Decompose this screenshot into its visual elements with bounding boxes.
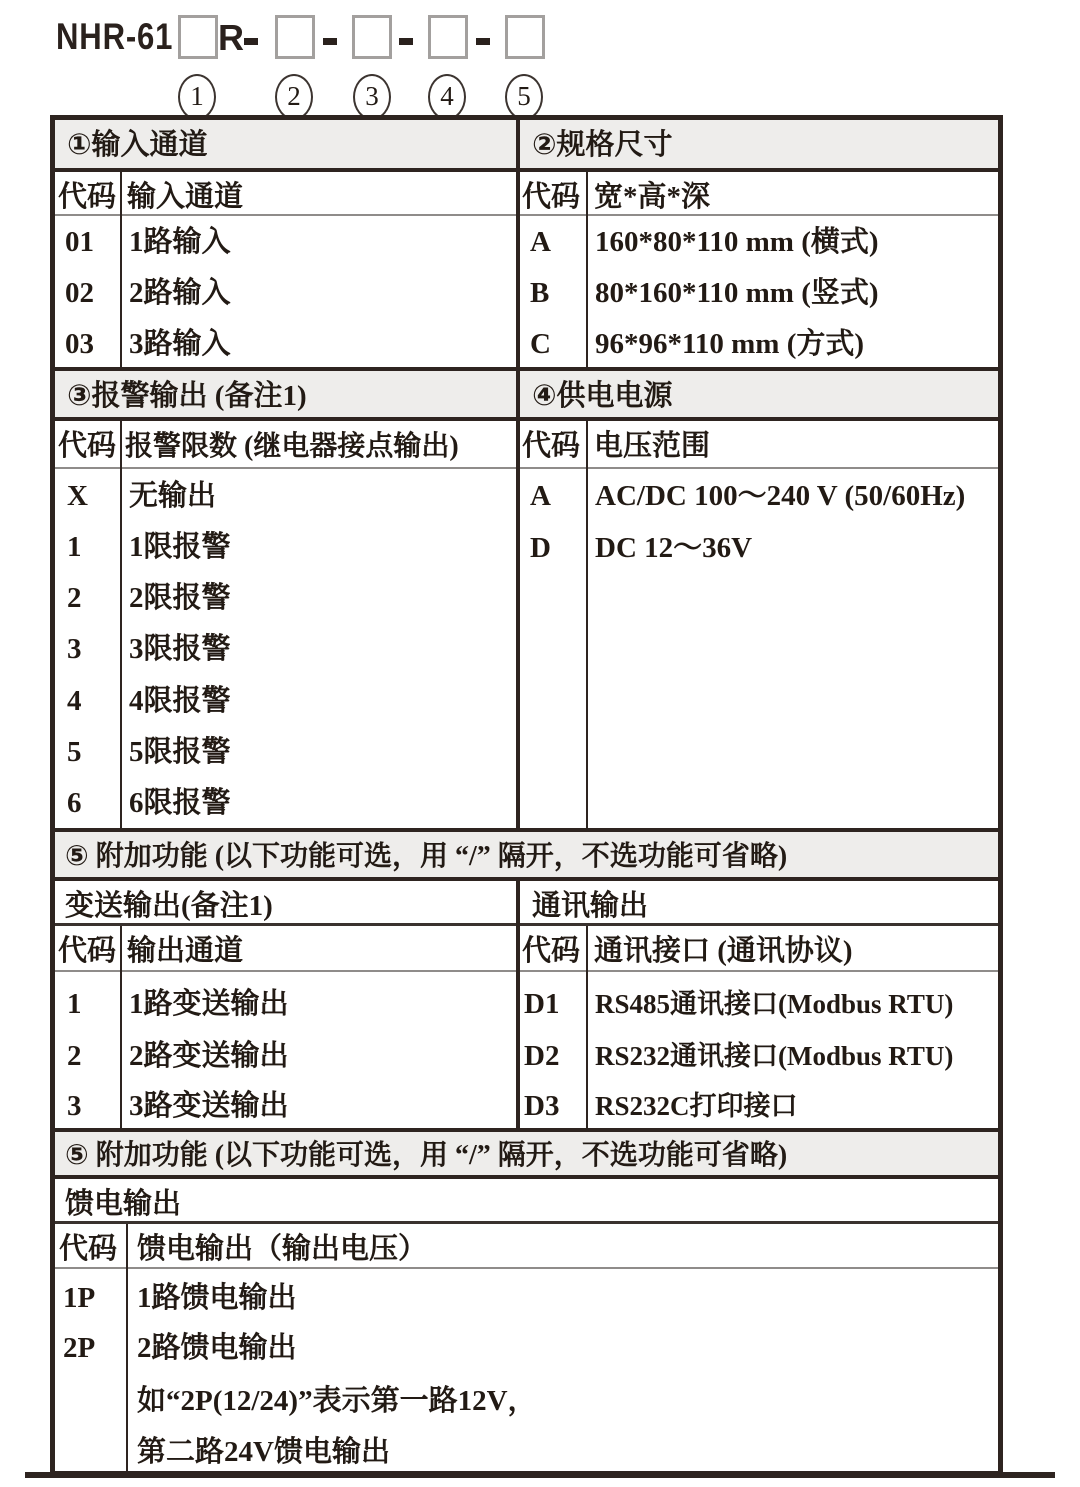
row-code: 1P	[63, 1282, 96, 1314]
row-desc: 2路变送输出	[129, 1040, 289, 1072]
col-header-code: 代码	[522, 935, 581, 967]
row-code: D3	[524, 1090, 560, 1122]
divider	[55, 417, 998, 421]
col-header-code: 代码	[58, 935, 117, 967]
row-code: 3	[67, 633, 82, 665]
row-desc: 4限报警	[129, 685, 231, 717]
divider	[55, 923, 998, 926]
code-column-divider	[120, 172, 122, 367]
row-code: 01	[65, 226, 94, 258]
dash-separator	[476, 38, 490, 45]
row-code: C	[530, 328, 551, 360]
row-desc: RS232通讯接口(Modbus RTU)	[595, 1041, 954, 1071]
footer-rule	[25, 1472, 1055, 1478]
circled-marker-4: 4	[428, 74, 466, 120]
divider	[55, 467, 998, 469]
row-desc: DC 12～36V	[595, 532, 753, 564]
row-desc: 3路输入	[129, 328, 231, 360]
row-code: A	[530, 226, 551, 258]
row-desc: 160*80*110 mm (横式)	[595, 226, 879, 258]
divider	[55, 1221, 998, 1224]
divider	[55, 970, 998, 972]
row-code: D1	[524, 988, 560, 1020]
row-code: 2	[67, 1040, 82, 1072]
code-column-divider	[120, 421, 122, 828]
row-desc: 80*160*110 mm (竖式)	[595, 277, 879, 309]
col-header-desc: 电压范围	[594, 430, 711, 462]
row-desc: 3路变送输出	[129, 1090, 289, 1122]
code-column-divider	[120, 926, 122, 1128]
row-desc: 1路馈电输出	[137, 1282, 297, 1314]
row-code: 6	[67, 787, 82, 819]
row-code: D	[530, 532, 551, 564]
section4-title: ④供电电源	[532, 380, 673, 412]
row-code: 03	[65, 328, 94, 360]
row-code: B	[530, 277, 550, 309]
row-code: 1	[67, 988, 82, 1020]
col-header-code: 代码	[522, 181, 581, 213]
subsection-comm-title: 通讯输出	[532, 890, 649, 922]
col-header-code: 代码	[59, 1233, 118, 1265]
model-suffix-r: R	[218, 17, 244, 58]
row-code: 1	[67, 531, 82, 563]
row-desc: 96*96*110 mm (方式)	[595, 328, 865, 360]
row-desc: 1限报警	[129, 531, 231, 563]
row-desc: 3限报警	[129, 633, 231, 665]
code-box-4	[428, 15, 468, 59]
circled-marker-1: 1	[178, 74, 216, 120]
feed-note-line-2: 第二路24V馈电输出	[137, 1436, 390, 1468]
circled-marker-5: 5	[505, 74, 543, 120]
ordering-table	[50, 115, 1003, 1476]
subsection-transmit-title: 变送输出(备注1)	[65, 890, 273, 922]
section3-title: ③报警输出 (备注1)	[67, 380, 307, 412]
row-code: 5	[67, 736, 82, 768]
col-header-desc: 输入通道	[127, 181, 244, 213]
row-desc: 2路输入	[129, 277, 231, 309]
row-desc: 6限报警	[129, 787, 231, 819]
section2-title: ②规格尺寸	[532, 129, 673, 161]
divider	[55, 1175, 998, 1179]
row-code: 3	[67, 1090, 82, 1122]
col-header-desc: 馈电输出（输出电压）	[137, 1233, 428, 1265]
row-desc: 无输出	[129, 480, 217, 512]
col-header-desc: 通讯接口 (通讯协议)	[594, 935, 853, 967]
feed-note-line-1: 如“2P(12/24)”表示第一路12V，	[137, 1385, 537, 1417]
row-desc: 2限报警	[129, 582, 231, 614]
row-desc: 1路变送输出	[129, 988, 289, 1020]
dash-separator	[399, 38, 413, 45]
row-code: 02	[65, 277, 94, 309]
model-number: NHR-61	[56, 16, 174, 57]
row-desc: RS485通讯接口(Modbus RTU)	[595, 989, 954, 1019]
center-divider	[516, 120, 520, 828]
section1-title: ①输入通道	[67, 129, 208, 161]
col-header-desc: 宽*高*深	[594, 181, 711, 213]
col-header-code: 代码	[58, 181, 117, 213]
code-column-divider	[586, 421, 588, 828]
divider	[55, 877, 998, 881]
circled-marker-3: 3	[353, 74, 391, 120]
code-box-3	[352, 15, 392, 59]
divider	[55, 168, 998, 172]
code-column-divider	[586, 172, 588, 367]
code-box-1	[178, 15, 218, 59]
col-header-code: 代码	[58, 430, 117, 462]
divider	[55, 1128, 998, 1132]
divider	[55, 1267, 998, 1269]
row-code: X	[67, 480, 88, 512]
dash-separator	[244, 38, 258, 45]
row-code: D2	[524, 1040, 560, 1072]
section5-title: ⑤ 附加功能 (以下功能可选，用 “/” 隔开，不选功能可省略)	[65, 841, 788, 872]
code-column-divider	[126, 1224, 128, 1471]
row-desc: 5限报警	[129, 736, 231, 768]
code-column-divider	[586, 926, 588, 1128]
row-code: A	[530, 480, 551, 512]
col-header-code: 代码	[522, 430, 581, 462]
dash-separator	[323, 38, 337, 45]
divider	[55, 367, 998, 371]
code-box-2	[275, 15, 315, 59]
row-code: 2P	[63, 1332, 96, 1364]
center-divider	[516, 881, 520, 1128]
col-header-desc: 输出通道	[127, 935, 244, 967]
subsection-feed-title: 馈电输出	[65, 1188, 182, 1220]
col-header-desc: 报警限数 (继电器接点输出)	[125, 431, 459, 462]
row-code: 4	[67, 685, 82, 717]
row-desc: 2路馈电输出	[137, 1332, 297, 1364]
divider	[55, 828, 998, 832]
section5-title-repeat: ⑤ 附加功能 (以下功能可选，用 “/” 隔开，不选功能可省略)	[65, 1140, 788, 1171]
row-desc: 1路输入	[129, 226, 231, 258]
row-desc: RS232C打印接口	[595, 1091, 798, 1121]
code-box-5	[505, 15, 545, 59]
row-code: 2	[67, 582, 82, 614]
circled-marker-2: 2	[275, 74, 313, 120]
row-desc: AC/DC 100～240 V (50/60Hz)	[595, 480, 966, 512]
